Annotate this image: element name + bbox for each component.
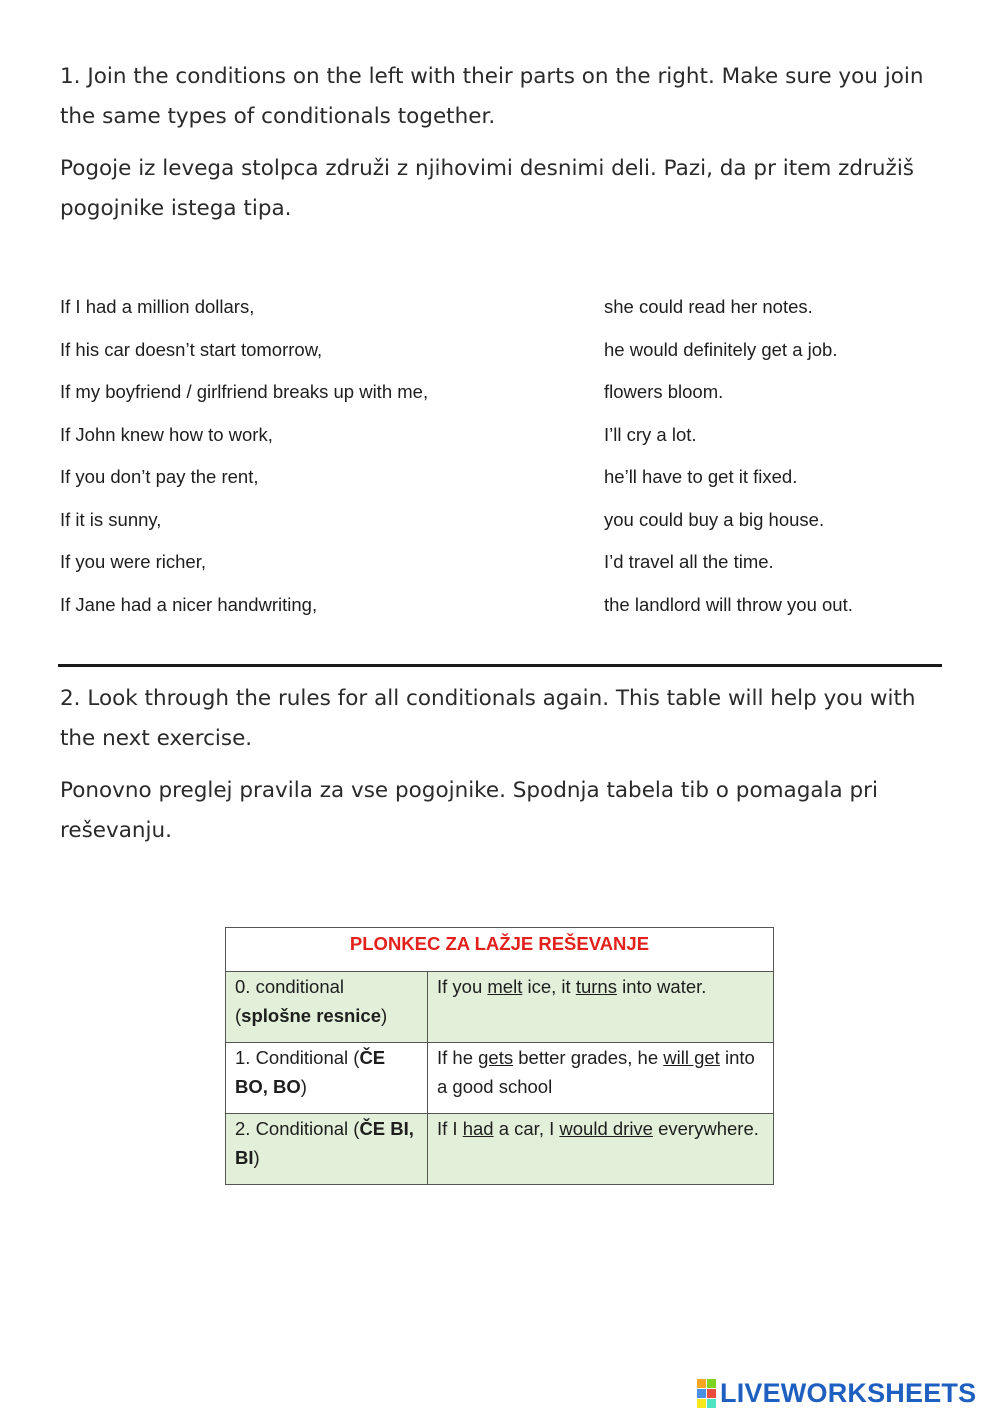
example-cell: If I had a car, I would drive everywhere. <box>428 1114 774 1185</box>
liveworksheets-logo[interactable] <box>697 1378 976 1408</box>
logo-square <box>697 1399 706 1408</box>
table-row <box>226 1114 774 1185</box>
exercise1-instruction-en: 1. Join the conditions on the left with their parts on the right. Make sure you join the same types of conditionals together. <box>60 64 924 129</box>
result-item[interactable]: you could buy a big house. <box>604 508 825 530</box>
logo-square <box>697 1389 706 1398</box>
logo-text: LIVEWORKSHEETS <box>720 1377 977 1408</box>
logo-square <box>697 1379 706 1388</box>
result-item[interactable]: she could read her notes. <box>604 296 813 317</box>
exercise2-instruction-sl: Ponovno preglej pravila za vse pogojnike. Spodnja tabela tib o pomagala pri reševanju. <box>60 778 878 843</box>
condition-item[interactable]: If his car doesn’t start tomorrow, <box>60 338 323 360</box>
condition-item[interactable]: If it is sunny, <box>60 508 162 530</box>
condition-item[interactable]: If my boyfriend / girlfriend breaks up with me, <box>60 381 429 402</box>
result-item[interactable]: he would definitely get a job. <box>604 338 838 360</box>
logo-square <box>707 1399 716 1408</box>
cheat-sheet-title: PLONKEC ZA LAŽJE REŠEVANJE <box>226 928 774 972</box>
logo-square <box>707 1389 716 1398</box>
example-cell: If you melt ice, it turns into water. <box>428 972 774 1043</box>
table-row <box>226 1043 774 1114</box>
result-item[interactable]: he’ll have to get it fixed. <box>604 466 798 487</box>
conditional-type-cell: 1. Conditional (ČE BO, BO) <box>226 1043 428 1114</box>
section-divider <box>58 664 942 667</box>
exercise1-instruction-sl: Pogoje iz levega stolpca združi z njihovimi desnimi deli. Pazi, da pr item združiš pogojnike istega tipa. <box>60 156 915 221</box>
result-item[interactable]: I’d travel all the time. <box>604 551 774 572</box>
result-item[interactable]: the landlord will throw you out. <box>604 593 853 615</box>
condition-item[interactable]: If I had a million dollars, <box>60 296 255 317</box>
result-item[interactable]: I’ll cry a lot. <box>604 423 697 445</box>
condition-item[interactable]: If you don’t pay the rent, <box>60 466 259 487</box>
logo-square <box>707 1379 716 1388</box>
exercise2-instruction-en: 2. Look through the rules for all conditionals again. This table will help you with the next exercise. <box>60 686 916 751</box>
result-list <box>604 288 984 628</box>
logo-mark-icon <box>697 1379 716 1408</box>
example-cell: If he gets better grades, he will get into a good school <box>428 1043 774 1114</box>
result-item[interactable]: flowers bloom. <box>604 381 724 402</box>
condition-item[interactable]: If you were richer, <box>60 551 207 572</box>
conditional-type-cell: 0. conditional (splošne resnice) <box>226 972 428 1043</box>
cheat-sheet-table <box>225 927 774 1185</box>
conditional-type-cell: 2. Conditional (ČE BI, BI) <box>226 1114 428 1185</box>
condition-item[interactable]: If Jane had a nicer handwriting, <box>60 593 318 615</box>
condition-list <box>60 288 580 628</box>
condition-item[interactable]: If John knew how to work, <box>60 423 273 445</box>
table-row <box>226 972 774 1043</box>
